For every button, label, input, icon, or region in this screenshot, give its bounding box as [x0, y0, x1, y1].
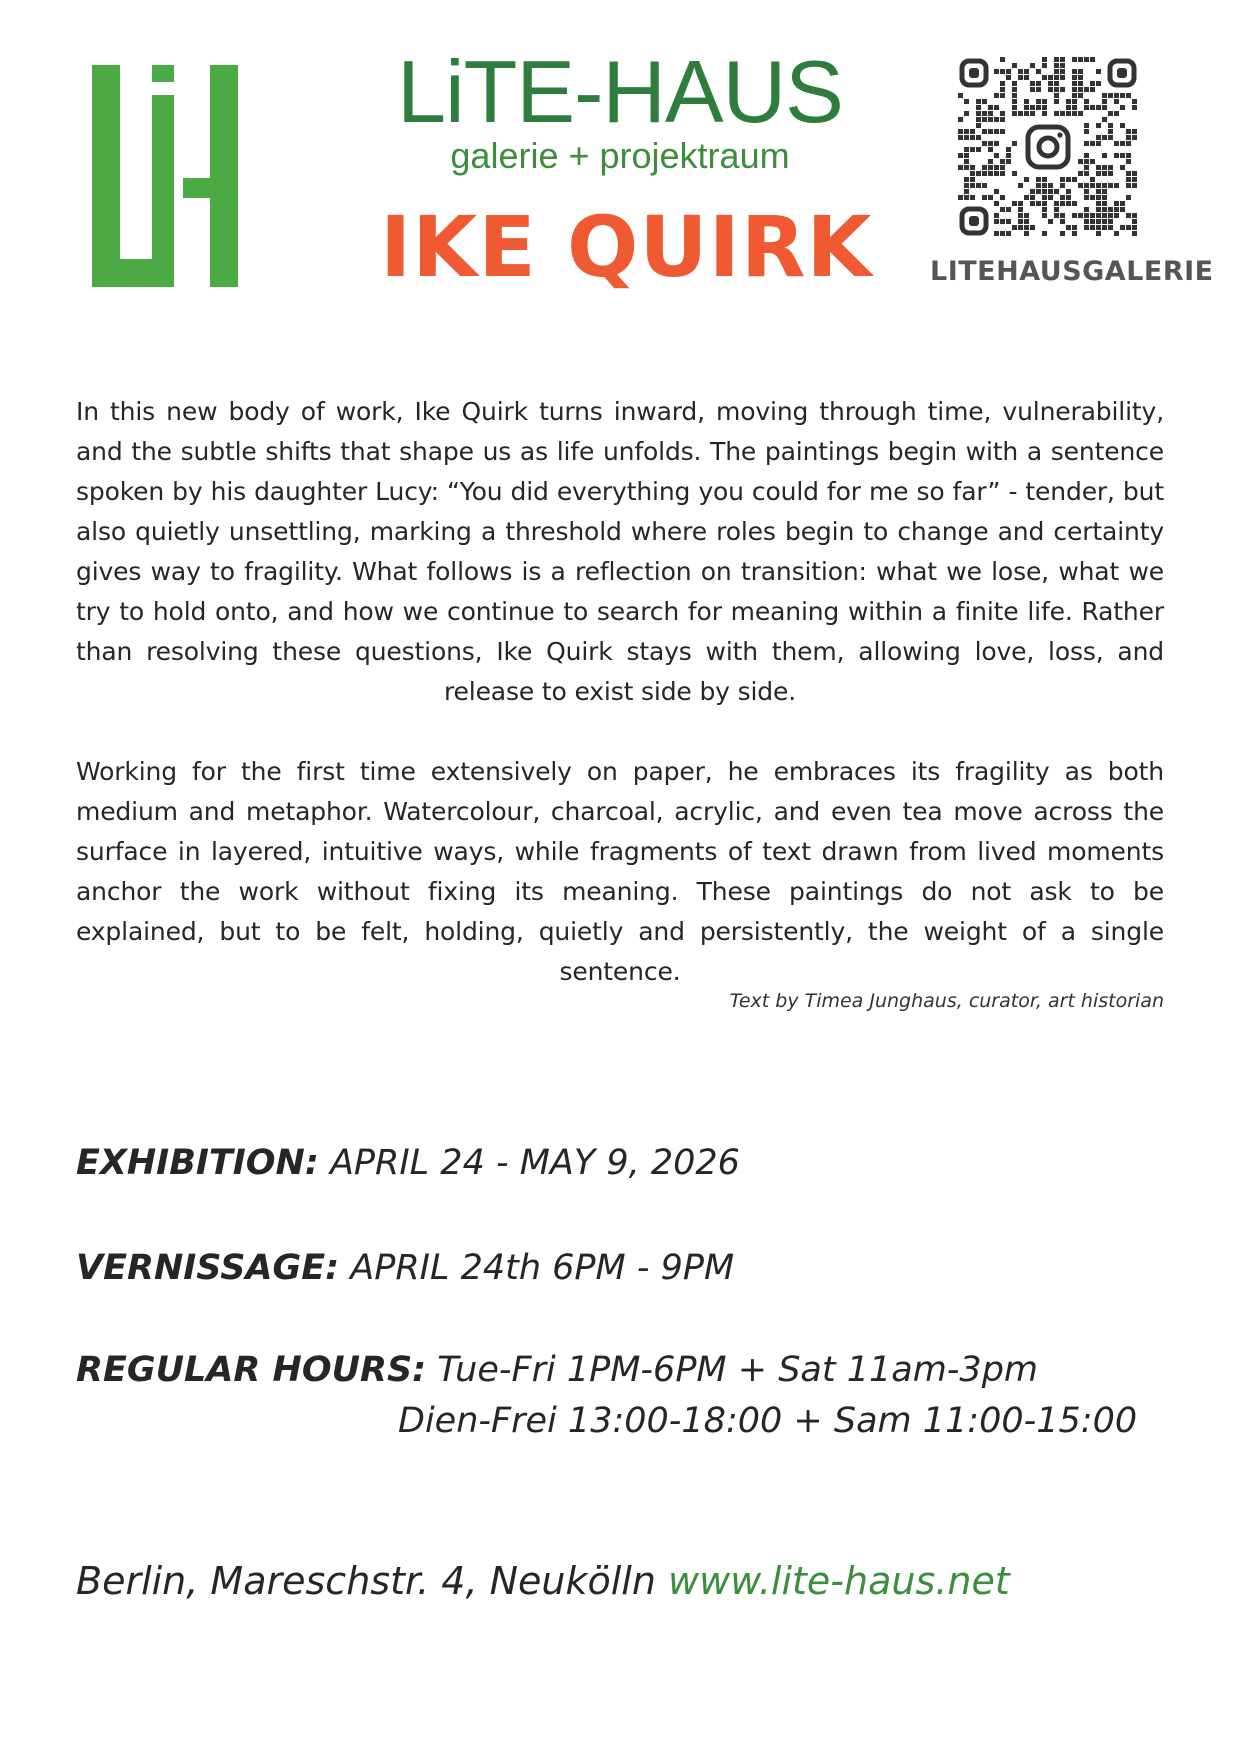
instagram-qr-code[interactable]	[958, 57, 1138, 237]
brand-block	[380, 42, 860, 176]
vernissage-label: VERNISSAGE:	[76, 1248, 340, 1288]
hours-german: Dien-Frei 13:00-18:00 + Sam 11:00-15:00	[398, 1401, 1138, 1441]
description-paragraph-1: In this new body of work, Ike Quirk turns inward, moving through time, vulnerability, and the subtle shifts that shape us as life unfolds. The paintings begin with a sentence spoken by his daughter Lucy: “You did everything you could for me so far” - tender, but also quietly unsettling, marking a threshold where roles begin to change and certainty gives way to fragility. What follows is a reflection on transition: what we lose, what we try to hold onto, and how we continue to search for meaning within a finite life. Rather than resolving these questions, Ike Quirk stays with them, allowing love, loss, and release to exist side by side.	[76, 397, 1164, 706]
instagram-icon	[1024, 123, 1072, 171]
description-paragraph-2: Working for the first time extensively on paper, he embraces its fragility as both medium and metaphor. Watercolour, charcoal, acrylic, and even tea move across the surface in layered, intuitive ways, while fragments of text drawn from lived moments anchor the work without fixing its meaning. These paintings do not ask to be explained, but to be felt, holding, quietly and persistently, the weight of a single sentence.	[76, 757, 1164, 986]
brand-name: LiTE-HAUS	[397, 42, 843, 141]
regular-hours	[76, 1350, 1039, 1390]
exhibition-label: EXHIBITION:	[76, 1143, 319, 1183]
exhibition-dates	[76, 1143, 740, 1183]
artist-name: IKE QUIRK	[380, 198, 873, 296]
text-credit: Text by Timea Junghaus, curator, art historian	[729, 990, 1164, 1012]
website-link[interactable]: www.lite-haus.net	[668, 1559, 1010, 1603]
lite-haus-logo	[92, 65, 238, 287]
exhibition-value: APRIL 24 - MAY 9, 2026	[318, 1143, 740, 1183]
brand-subtitle: galerie + projektraum	[450, 135, 790, 176]
address-line	[76, 1559, 1010, 1603]
hours-label: REGULAR HOURS:	[76, 1350, 427, 1390]
hours-english: Tue-Fri 1PM-6PM + Sat 11am-3pm	[426, 1350, 1039, 1390]
vernissage-value: APRIL 24th 6PM - 9PM	[339, 1248, 735, 1288]
instagram-handle[interactable]: LITEHAUSGALERIE	[930, 256, 1214, 287]
address: Berlin, Mareschstr. 4, Neukölln	[76, 1559, 669, 1603]
vernissage-time	[76, 1248, 735, 1288]
